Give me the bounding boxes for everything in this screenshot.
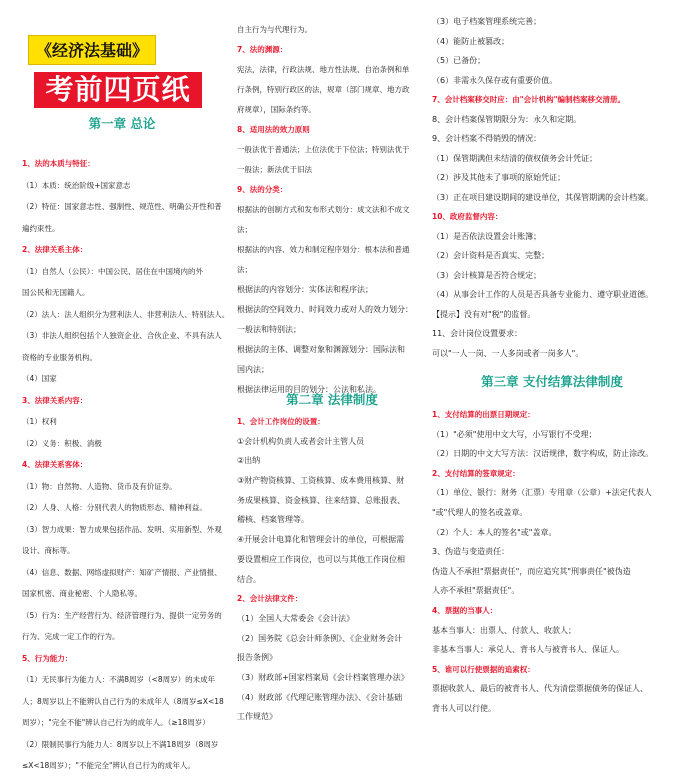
text-line: （1）物：自然物、人造物、货币及有价证券。: [22, 481, 177, 491]
column-2-bottom: [237, 412, 427, 727]
book-title: 《经济法基础》: [28, 35, 156, 65]
text-line: 根据法的创制方式和发布形式划分：成文法和不成文: [237, 205, 410, 214]
text-line: 行条例，特别行政区的法，规章（部门规章、地方政: [237, 85, 410, 94]
text-line: ①会计机构负责人或者会计主管人员: [237, 436, 365, 446]
text-line: 设计、商标等。: [22, 546, 75, 555]
text-line: （3）正在项目建设期间的建设单位，其保管期满的会计档案。: [432, 192, 654, 202]
text-line: 票据收款人、最后的被背书人、代为清偿票据债务的保证人、: [432, 684, 648, 694]
text-line: ②出纳: [237, 456, 261, 466]
text-line: 人；8周岁以上不能辨认自己行为的未成年人（8周岁≤X<18: [22, 696, 224, 706]
text-line: 11、会计岗位设置要求：: [432, 329, 523, 338]
text-line: （2）特征：国家意志性、强制性、规范性、明确公开性和普: [22, 202, 222, 211]
section-heading: 1、会计工作岗位的设置：: [237, 417, 325, 426]
text-line: 人亦不承担"票据责任"。: [432, 586, 520, 596]
text-line: （6）非需永久保存或有重要价值。: [432, 75, 558, 85]
section-heading: 7、会计档案移交时应：由"会计机构"编制档案移交清册。: [432, 95, 626, 104]
text-line: 一般法和特别法；: [237, 325, 301, 334]
text-line: 根据法的空间效力、时间效力或对人的效力划分：: [237, 305, 413, 314]
section-heading: 2、法律关系主体：: [22, 245, 88, 254]
section-heading: 3、法律关系内容：: [22, 395, 88, 405]
text-line: 9、会计档案不得销毁的情况：: [432, 134, 542, 143]
exam-banner: 考前四页纸: [34, 72, 202, 108]
section-heading: 5、谁可以行使票据的追索权：: [432, 664, 535, 674]
text-line: （3）非法人组织包括个人独资企业、合伙企业、不具有法人: [22, 331, 222, 340]
text-line: ③财产物资核算、工资核算、成本费用核算、财: [237, 476, 405, 486]
text-line: 法；: [237, 265, 252, 274]
chapter-3-title: 第三章 支付结算法律制度: [481, 374, 623, 389]
text-line: 周岁）；"完全不能"辨认自己行为的成年人。（≥18周岁）: [22, 718, 210, 727]
text-line: （2）义务：积极、消极: [22, 438, 102, 448]
text-line: 【提示】没有对"税"的监督。: [432, 309, 536, 319]
section-heading: 1、支付结算的出票日期规定：: [432, 410, 535, 419]
text-line: 工作规范》: [237, 712, 277, 722]
section-heading: 8、适用法的效力原则: [237, 125, 310, 134]
text-line: （2）法人：法人组织分为营利法人、非营利法人、特别法人。: [22, 309, 230, 319]
text-line: （1）单位、银行：财务（汇票）专用章（公章）+法定代表人: [432, 488, 652, 498]
text-line: 要设置相应工作岗位，也可以与其他工作岗位相: [237, 554, 405, 564]
text-line: （3）会计核算是否符合规定；: [432, 270, 542, 280]
text-line: （2）限制民事行为能力人：8周岁以上不满18周岁（8周岁: [22, 739, 219, 749]
text-line: （1）全国人大常委会《会计法》: [237, 613, 355, 623]
text-line: （2）会计资料是否真实、完整；: [432, 251, 550, 260]
column-2-top: [237, 20, 427, 400]
text-line: （4）从事会计工作的人员是否具备专业能力、遵守职业道德。: [432, 290, 654, 299]
text-line: ④开展会计电算化和管理会计的单位，可根据需: [237, 535, 405, 545]
text-line: 可以"一人一岗、一人多岗或者一岗多人"。: [432, 348, 584, 358]
text-line: 府规章），国际条约等。: [237, 105, 316, 114]
chapter-1-title: 第一章 总论: [88, 116, 156, 131]
text-line: （4）国家: [22, 374, 57, 383]
text-line: （1）本质：统治阶级+国家意志: [22, 180, 131, 190]
text-line: 资格的专业服务机构。: [22, 352, 97, 362]
text-line: （5）行为：生产经营行为、经济管理行为、提供一定劳务的: [22, 610, 222, 620]
text-line: （5）已备份；: [432, 56, 486, 65]
text-line: （1）无民事行为能力人：不满8周岁（<8周岁）的未成年: [22, 675, 216, 684]
section-heading: 4、票据的当事人：: [432, 605, 498, 615]
text-line: 法；: [237, 225, 252, 234]
text-line: 非基本当事人：承兑人、背书人与被背书人、保证人。: [432, 645, 624, 655]
text-line: （3）电子档案管理系统完善；: [432, 17, 542, 26]
section-heading: 4、法律关系客体：: [22, 460, 88, 469]
text-line: 稽核、档案管理等。: [237, 515, 309, 525]
text-line: 国公民和无国籍人。: [22, 288, 90, 297]
text-line: （1）是否依法设置会计账簿；: [432, 231, 542, 241]
text-line: （2）人身、人格：分别代表人的物质形态、精神利益。: [22, 503, 207, 512]
text-line: 宪法，法律，行政法规、地方性法规、自治条例和单: [237, 65, 410, 74]
column-3-bottom: [432, 405, 677, 719]
section-heading: 1、法的本质与特征：: [22, 159, 95, 168]
text-line: （4）能防止被篡改；: [432, 36, 510, 46]
text-line: ≤X<18周岁）；"不能完全"辨认自己行为的成年人。: [22, 761, 195, 770]
text-line: 根据法的内容、效力和制定程序划分：根本法和普通: [237, 245, 410, 254]
text-line: 根据法的内容划分：实体法和程序法；: [237, 285, 373, 294]
text-line: （4）财政部《代理记账管理办法》、《会计基础: [237, 692, 403, 702]
text-line: （4）信息、数据、网络虚拟财产：知矿产情报、产业情报、: [22, 567, 222, 577]
text-line: 结合。: [237, 574, 261, 584]
chapter-2-title: 第二章 法律制度: [286, 392, 378, 407]
section-heading: 9、法的分类：: [237, 185, 288, 194]
text-line: 遍约束性。: [22, 223, 60, 233]
section-heading: 7、法的渊源：: [237, 45, 288, 54]
text-line: 一般法；新法优于旧法: [237, 165, 312, 174]
text-line: 一般法优于普通法；上位法优于下位法；特别法优于: [237, 145, 410, 154]
text-line: （1）权利: [22, 417, 57, 426]
section-heading: 10、政府监督内容：: [432, 212, 503, 221]
text-line: （3）智力成果：智力成果包括作品、发明、实用新型、外观: [22, 524, 222, 534]
text-line: （3）财政部+国家档案局《会计档案管理办法》: [237, 672, 409, 682]
column-1: [22, 153, 230, 777]
text-line: 背书人可以行使。: [432, 703, 496, 713]
text-line: （2）个人：本人的签名"或"盖章。: [432, 527, 557, 537]
section-heading: 2、支付结算的签章规定：: [432, 468, 520, 478]
text-line: （1）自然人（公民）：中国公民、居住在中国境内的外: [22, 266, 204, 276]
column-3-top: [432, 12, 677, 363]
text-line: 伪造人不承担"票据责任"，而应追究其"刑事责任"被伪造: [432, 566, 631, 576]
section-heading: 5、行为能力：: [22, 653, 73, 663]
text-line: 基本当事人：出票人、付款人、收款人；: [432, 625, 576, 635]
text-line: （2）涉及其他未了事项的原始凭证；: [432, 173, 566, 182]
text-line: （1）保管期满但未结清的债权债务会计凭证；: [432, 153, 598, 163]
text-line: （2）国务院《总会计师条例》、《企业财务会计: [237, 633, 403, 643]
text-line: 报告条例》: [237, 653, 277, 663]
text-line: 务成果核算、资金核算、往来结算、总账报表、: [237, 495, 405, 505]
text-line: 根据法律运用的目的划分：公法和私法。: [237, 385, 381, 394]
text-line: "或"代理人的签名或盖章。: [432, 507, 528, 517]
section-heading: 2、会计法律文件：: [237, 594, 303, 604]
text-line: 行为、完成一定工作的行为。: [22, 632, 120, 641]
text-line: （2）日期的中文大写方法：汉语规律，数字构成，防止涂改。: [432, 449, 654, 459]
text-line: 国内法；: [237, 365, 269, 374]
text-line: 国家机密、商业秘密、个人隐私等。: [22, 589, 142, 598]
text-line: （1）"必须"使用中文大写，小写银行不受理；: [432, 429, 597, 439]
text-line: 自主行为与代理行为。: [237, 25, 312, 34]
text-line: 根据法的主体、调整对象和渊源划分：国际法和: [237, 345, 405, 354]
text-line: 3、伪造与变造责任：: [432, 547, 510, 557]
text-line: 8、会计档案保管期限分为：永久和定期。: [432, 114, 582, 124]
